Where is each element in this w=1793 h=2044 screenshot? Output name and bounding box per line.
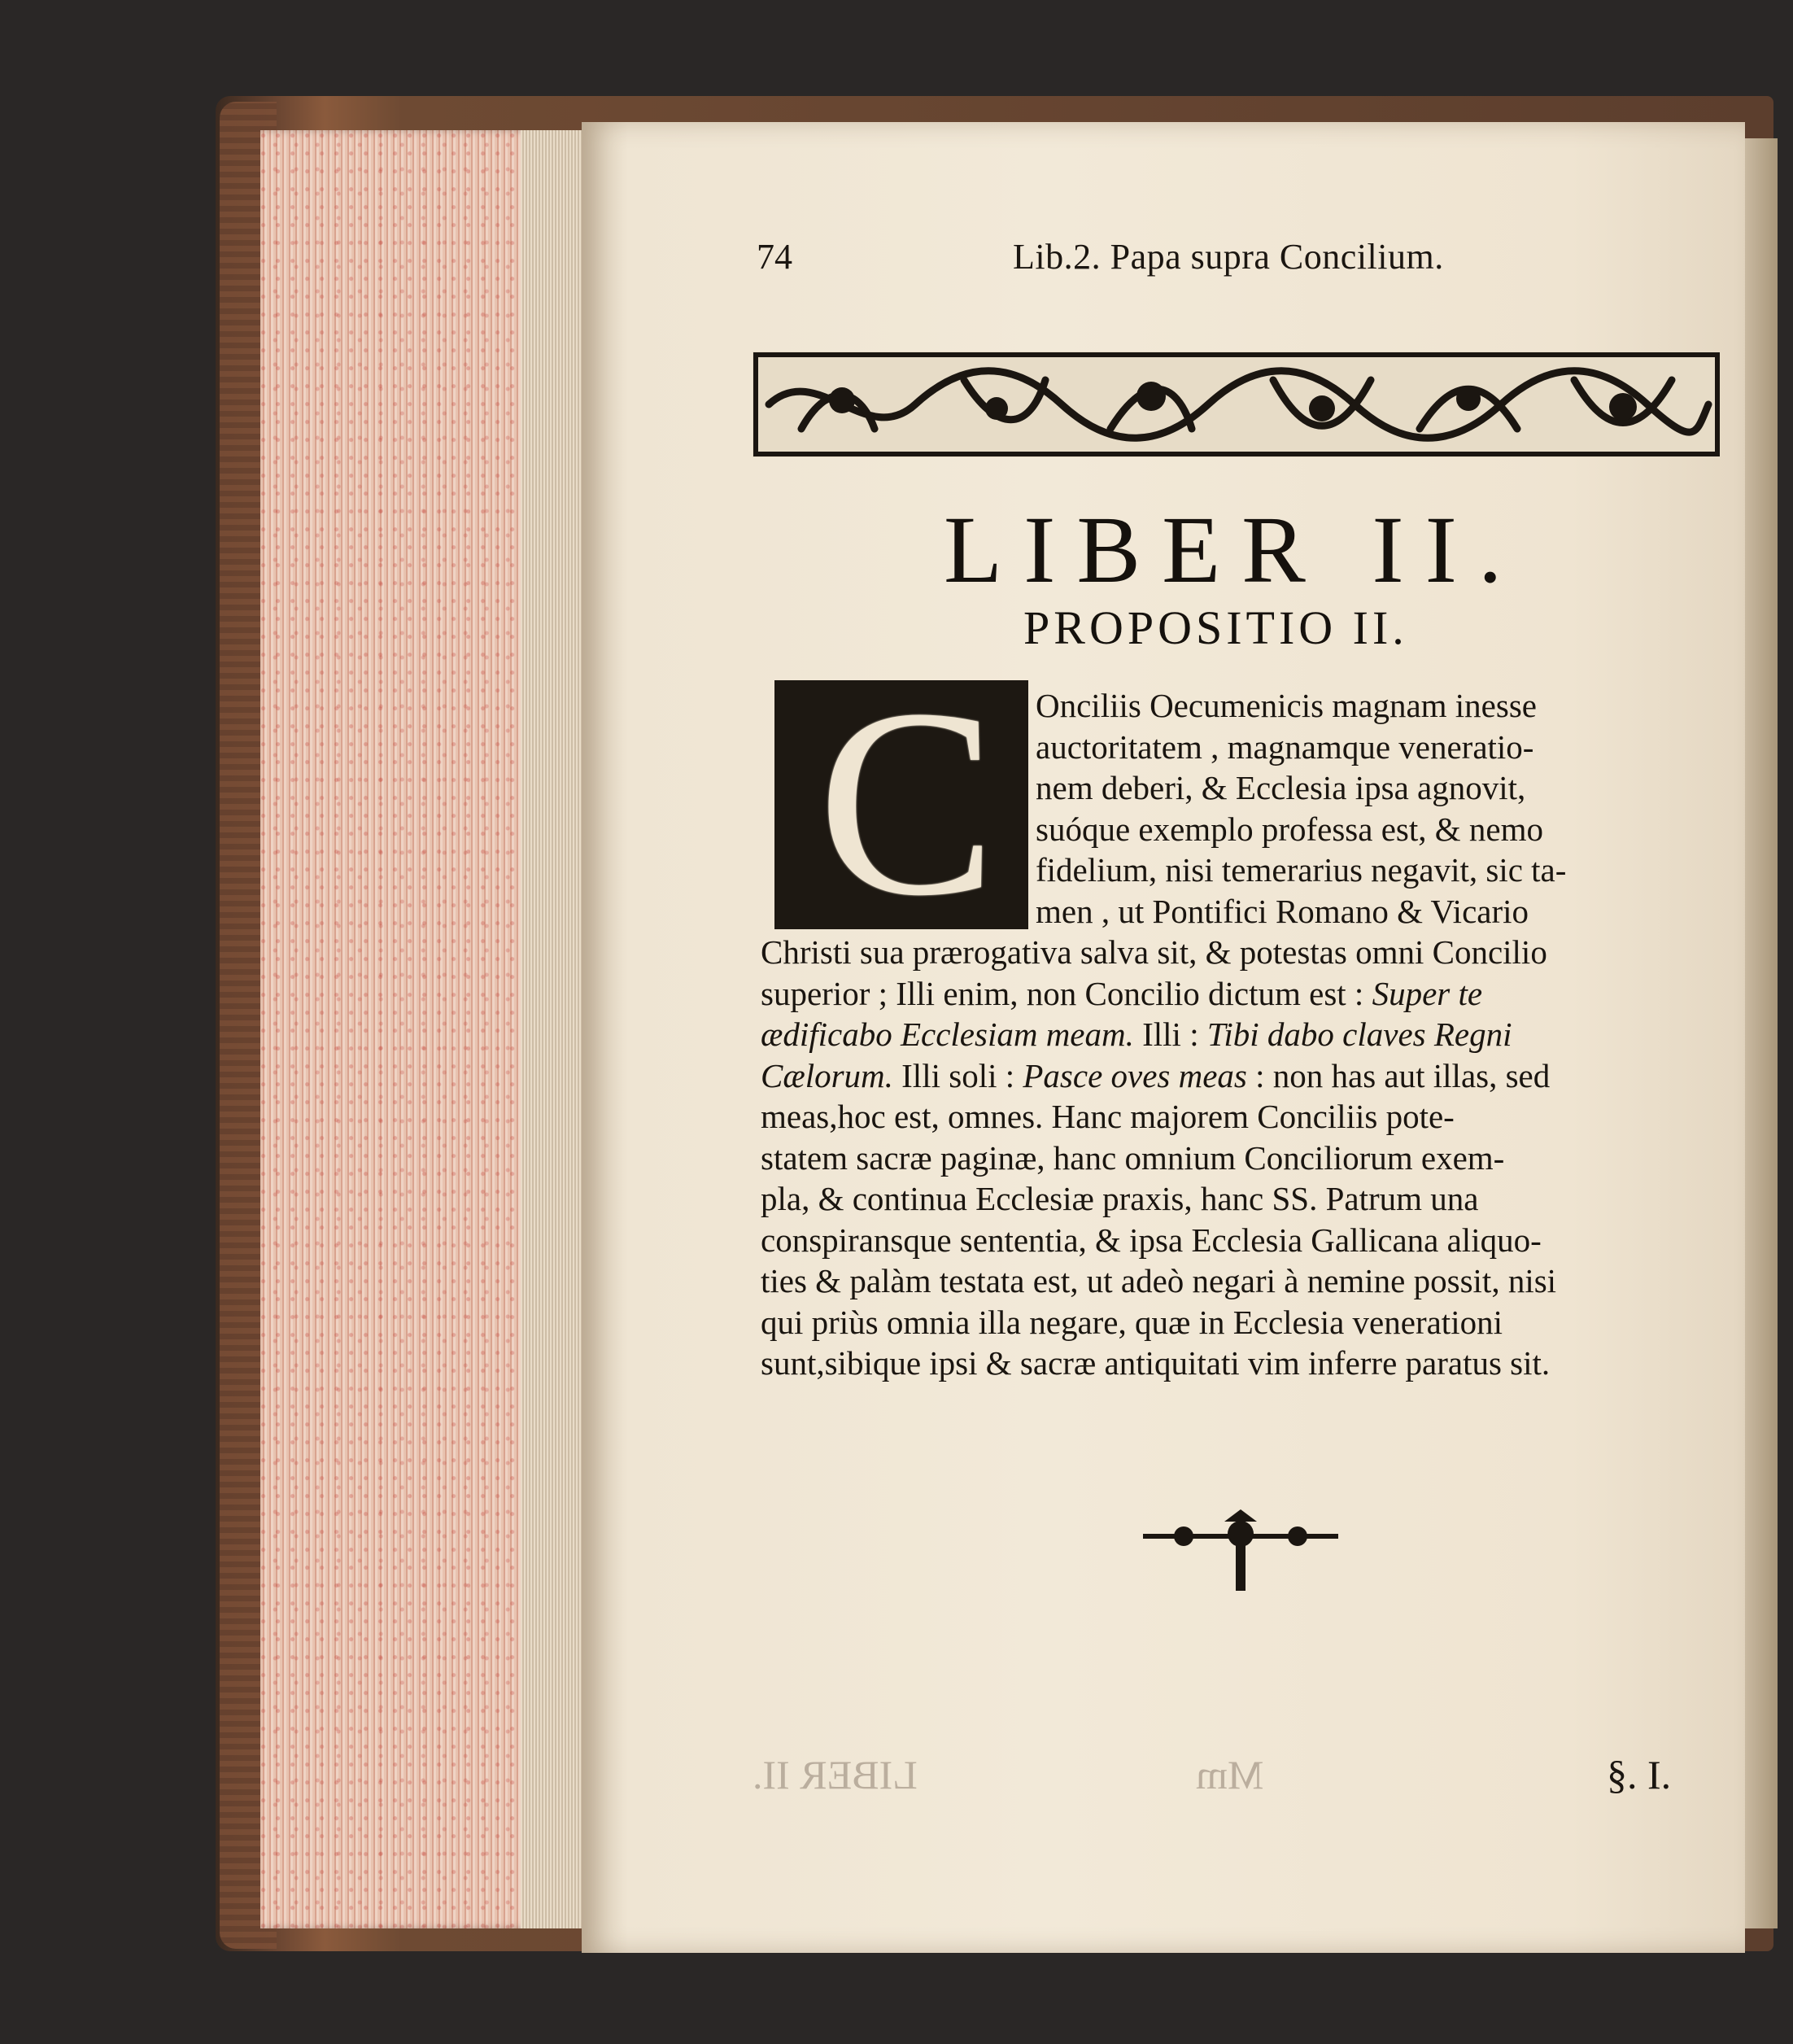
ornamental-headpiece xyxy=(753,352,1721,457)
italic-phrase: Super te xyxy=(1372,974,1483,1012)
text-line xyxy=(761,1055,1704,1097)
text-line: conspiransque sententia, & ipsa Ecclesia Gallicana aliquo- xyxy=(761,1221,1542,1259)
body-text xyxy=(761,685,1704,1384)
running-head: Lib.2. Papa supra Concilium. xyxy=(1013,237,1444,277)
catchword: §. I. xyxy=(1607,1752,1672,1797)
bleed-through-signature: Mm xyxy=(1196,1752,1264,1797)
proposition-title: PROPOSITIO II. xyxy=(1023,601,1408,654)
text-line: auctoritatem , magnamque veneratio- xyxy=(1036,727,1534,766)
bleed-through-heading: LIBER II. xyxy=(753,1752,918,1797)
ornamental-tailpiece xyxy=(1135,1509,1346,1599)
text-line: men , ut Pontifici Romano & Vicario xyxy=(1036,892,1529,930)
text-line xyxy=(761,1014,1704,1055)
text-segment: : non has aut illas, sed xyxy=(1255,1056,1551,1094)
text-line: Christi sua prærogativa salva sit, & potestas omni Concilio xyxy=(761,933,1547,971)
italic-phrase: ædificabo Ecclesiam meam. xyxy=(761,1015,1134,1053)
decorated-initial: C xyxy=(817,654,997,951)
italic-phrase: Tibi dabo claves Regni xyxy=(1206,1015,1512,1053)
text-line: Onciliis Oecumenicis magnam inesse xyxy=(1036,687,1537,724)
text-segment: Illi soli : xyxy=(901,1056,1015,1094)
text-segment: superior ; Illi enim, non Concilio dictum est : xyxy=(761,974,1364,1012)
next-page-edge xyxy=(1745,138,1778,1928)
text-line: suóque exemplo professa est, & nemo xyxy=(1036,810,1543,848)
page-edges xyxy=(521,130,586,1928)
text-line xyxy=(761,973,1704,1015)
text-line: pla, & continua Ecclesiæ praxis, hanc SS. Patrum una xyxy=(761,1180,1479,1217)
text-line: sunt,sibique ipsi & sacræ antiquitati vim inferre paratus sit. xyxy=(761,1344,1551,1382)
page-number: 74 xyxy=(757,237,792,277)
text-line: meas,hoc est, omnes. Hanc majorem Conciliis pote- xyxy=(761,1098,1455,1135)
text-line: fidelium, nisi temerarius negavit, sic ta- xyxy=(1036,851,1567,889)
bleed-through-text xyxy=(753,1751,1696,1808)
text-line: nem deberi, & Ecclesia ipsa agnovit, xyxy=(1036,769,1526,806)
italic-phrase: Cælorum. xyxy=(761,1056,893,1094)
text-segment: Illi : xyxy=(1142,1015,1199,1053)
text-line: ties & palàm testata est, ut adeò negari à nemine possit, nisi xyxy=(761,1262,1557,1299)
text-line: statem sacræ paginæ, hanc omnium Conciliorum exem- xyxy=(761,1138,1505,1177)
book-title: LIBER II. xyxy=(944,496,1524,603)
italic-phrase: Pasce oves meas xyxy=(1023,1056,1247,1094)
text-line: qui priùs omnia illa negare, quæ in Ecclesia venerationi xyxy=(761,1303,1503,1341)
